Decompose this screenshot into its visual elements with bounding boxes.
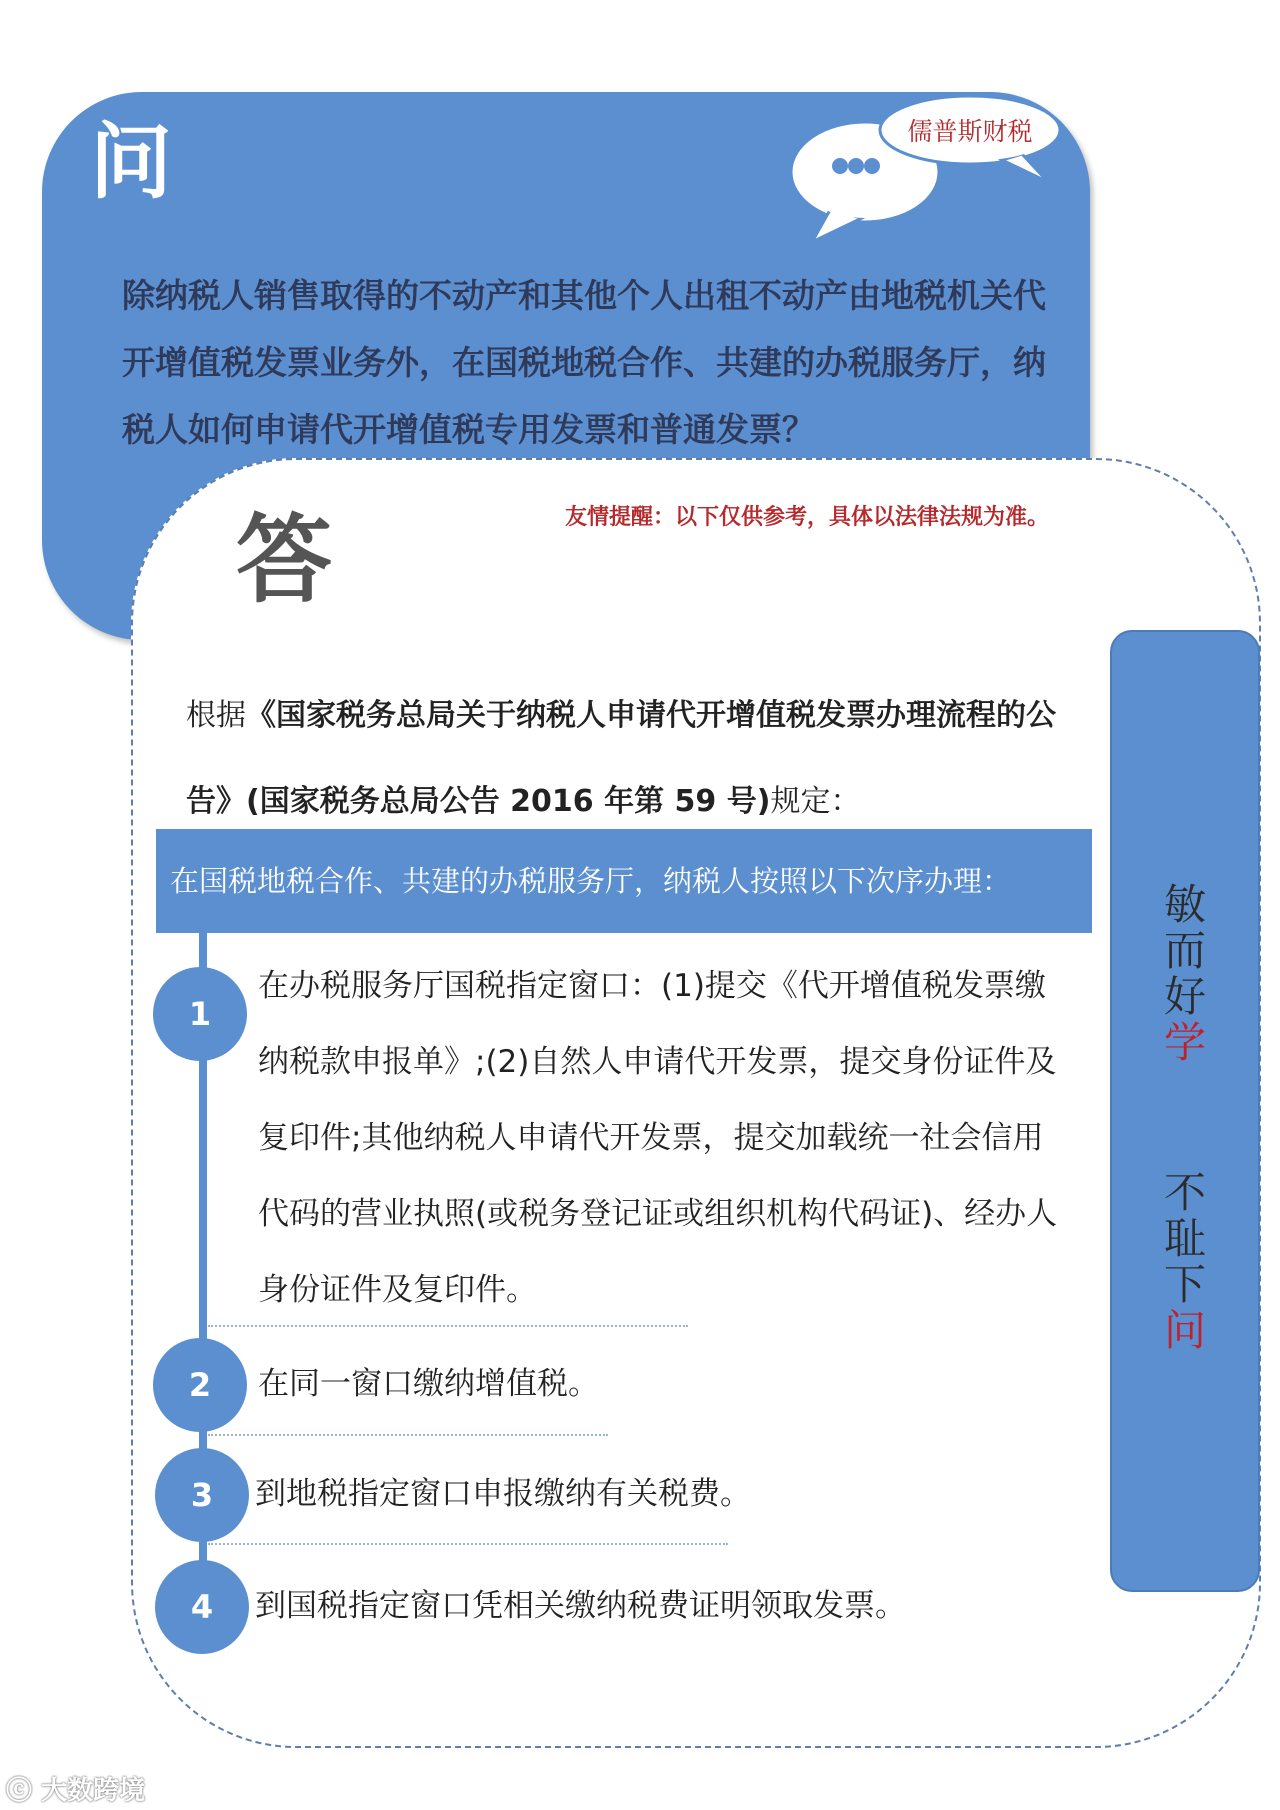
step-number-4: 4 xyxy=(155,1560,249,1654)
motto-2-main: 不耻下 xyxy=(1163,1168,1206,1309)
divider xyxy=(208,1434,608,1436)
motto-1-main: 敏而好 xyxy=(1163,880,1206,1021)
motto-1-accent: 学 xyxy=(1163,1018,1206,1067)
watermark-logo-icon: ⓒ xyxy=(6,1776,42,1806)
brand-name: 儒普斯财税 xyxy=(907,117,1033,146)
intro-suffix: 规定： xyxy=(770,784,861,819)
watermark xyxy=(6,1770,145,1807)
answer-intro xyxy=(186,673,1086,845)
step-text-1: 在办税服务厅国税指定窗口：(1)提交《代开增值税发票缴纳税款申报单》;(2)自然人申请代开发票，提交身份证件及复印件;其他纳税人申请代开发票，提交加载统一社会信用代码的营业执照(或税务登记证或组织机构代码证)、经办人身份证件及复印件。 xyxy=(258,968,1058,1308)
answer-label: 答 xyxy=(236,504,332,616)
step-text-2: 在同一窗口缴纳增值税。 xyxy=(258,1366,599,1402)
intro-document-title: 《国家税务总局关于纳税人申请代开增值税发票办理流程的公告》(国家税务总局公告 2016 年第 59 号) xyxy=(186,698,1056,819)
divider xyxy=(208,1543,728,1545)
step-text-3: 到地税指定窗口申报缴纳有关税费。 xyxy=(255,1476,751,1512)
reminder-note: 友情提醒：以下仅供参考，具体以法律法规为准。 xyxy=(565,505,1050,530)
watermark-text: 大数跨境 xyxy=(41,1776,146,1806)
motto-column-1 xyxy=(1160,882,1210,1066)
question-text: 除纳税人销售取得的不动产和其他个人出租不动产由地税机关代开增值税发票业务外，在国税地税合作、共建的办税服务厅，纳税人如何申请代开增值税专用发票和普通发票？ xyxy=(122,276,1046,449)
step-number-3: 3 xyxy=(155,1448,249,1542)
side-motto-panel xyxy=(1110,630,1260,1592)
step-number-2: 2 xyxy=(153,1338,247,1432)
divider xyxy=(208,1325,688,1327)
speech-bubble-icon xyxy=(790,92,1075,252)
procedure-banner xyxy=(156,829,1092,933)
step-text-4: 到国税指定窗口凭相关缴纳税费证明领取发票。 xyxy=(255,1588,906,1624)
intro-prefix: 根据 xyxy=(186,698,246,733)
banner-text: 在国税地税合作、共建的办税服务厅，纳税人按照以下次序办理： xyxy=(170,864,1012,898)
question-label: 问 xyxy=(90,115,173,210)
step-number-1: 1 xyxy=(153,967,247,1061)
motto-2-accent: 问 xyxy=(1163,1306,1206,1355)
motto-column-2 xyxy=(1160,1170,1210,1354)
